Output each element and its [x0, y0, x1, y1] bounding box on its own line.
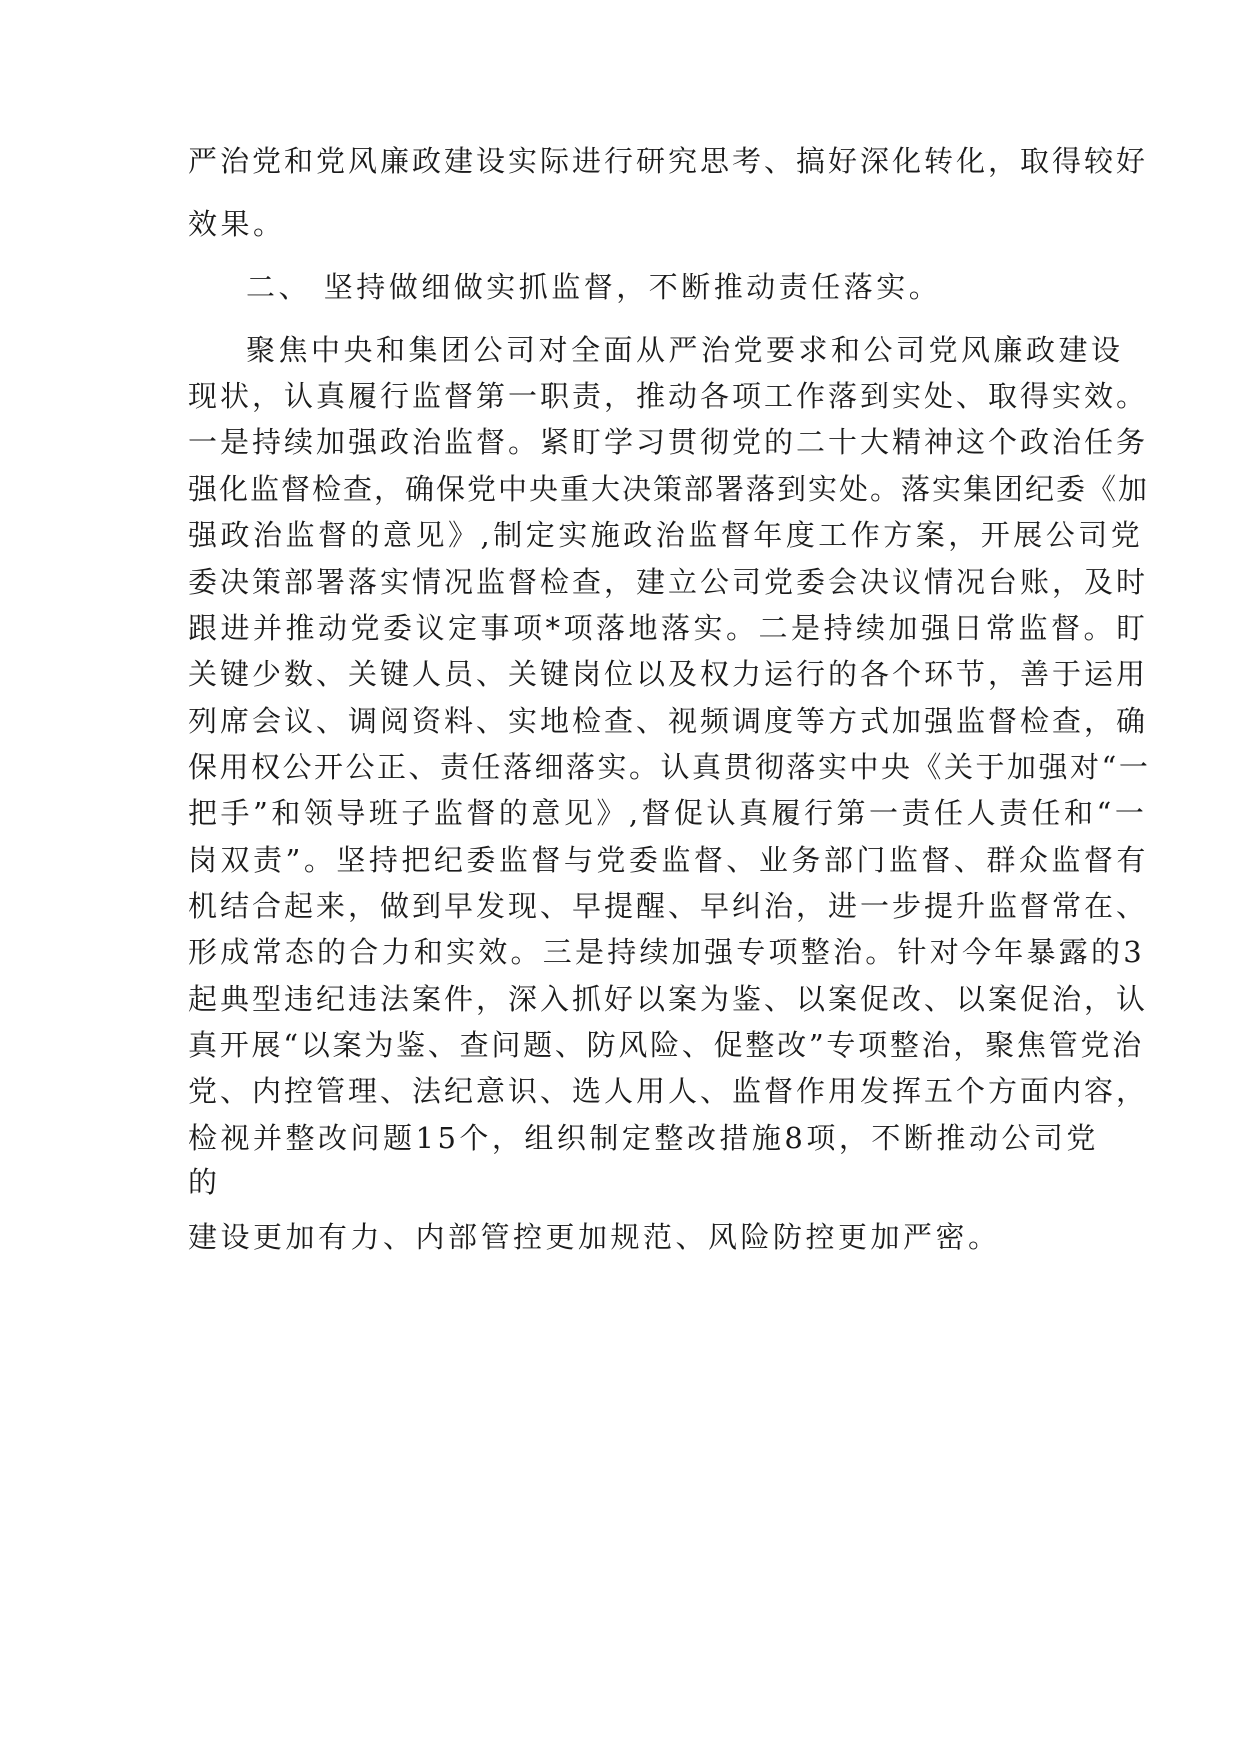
paragraph-line: 强政治监督的意见》,制定实施政治监督年度工作方案，开展公司党: [188, 518, 1144, 552]
paragraph-line: 真开展“以案为鉴、查问题、防风险、促整改”专项整治，聚焦管党治: [188, 1028, 1144, 1062]
paragraph-line: 一是持续加强政治监督。紧盯学习贯彻党的二十大精神这个政治任务: [188, 425, 1149, 459]
paragraph-line: 列席会议、调阅资料、实地检查、视频调度等方式加强监督检查，确: [188, 704, 1149, 738]
paragraph-line: 岗双责”。坚持把纪委监督与党委监督、业务部门监督、群众监督有: [188, 843, 1149, 877]
paragraph-line: 党、内控管理、法纪意识、选人用人、监督作用发挥五个方面内容，: [188, 1074, 1149, 1108]
paragraph-line: 形成常态的合力和实效。三是持续加强专项整治。针对今年暴露的3: [188, 935, 1145, 969]
paragraph-line: 现状，认真履行监督第一职责，推动各项工作落到实处、取得实效。: [188, 379, 1149, 413]
paragraph-line: 关键少数、关键人员、关键岗位以及权力运行的各个环节，善于运用: [188, 657, 1149, 691]
paragraph-line: 保用权公开公正、责任落细落实。认真贯彻落实中央《关于加强对“一: [188, 750, 1151, 784]
paragraph-line: 委决策部署落实情况监督检查，建立公司党委会决议情况台账，及时: [188, 565, 1149, 599]
paragraph-line: 的: [188, 1165, 221, 1199]
paragraph-line: 检视并整改问题15个，组织制定整改措施8项，不断推动公司党: [188, 1121, 1099, 1155]
paragraph-line: 跟进并推动党委议定事项*项落地落实。二是持续加强日常监督。盯: [188, 611, 1149, 645]
paragraph-line: 严治党和党风廉政建设实际进行研究思考、搞好深化转化，取得较好: [188, 144, 1149, 178]
paragraph-line: 效果。: [188, 207, 286, 241]
paragraph-line: 把手”和领导班子监督的意见》,督促认真履行第一责任人责任和“一: [188, 796, 1148, 830]
paragraph-line: 机结合起来，做到早发现、早提醒、早纠治，进一步提升监督常在、: [188, 889, 1149, 923]
paragraph-line: 聚焦中央和集团公司对全面从严治党要求和公司党风廉政建设: [246, 333, 1124, 367]
paragraph-line: 建设更加有力、内部管控更加规范、风险防控更加严密。: [188, 1220, 1001, 1254]
section-heading: 二、 坚持做细做实抓监督，不断推动责任落实。: [246, 270, 942, 304]
paragraph-line: 起典型违纪违法案件，深入抓好以案为鉴、以案促改、以案促治，认: [188, 982, 1149, 1016]
paragraph-line: 强化监督检查，确保党中央重大决策部署落到实处。落实集团纪委《加: [188, 472, 1150, 506]
